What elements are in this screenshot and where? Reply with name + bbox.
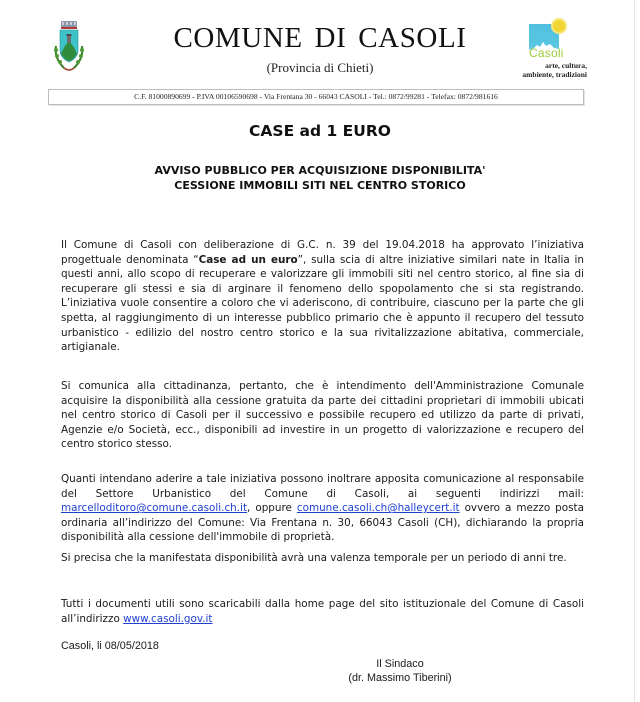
logo-tagline-line1: arte, cultura, — [545, 61, 587, 70]
email-link-marcelloditoro[interactable]: marcelloditoro@comune.casoli.ch.it — [61, 502, 248, 515]
document-title: CASE ad 1 EURO — [249, 122, 391, 140]
paragraph-text: Quanti intendano aderire a tale iniziativa possono inoltrare apposita comunicazione al responsabile del Settore Urbanistico del Comune di Casoli, ai seguenti indirizzi mail: — [61, 473, 584, 500]
signature-block — [330, 657, 470, 685]
logo-wordmark: Casoli — [529, 46, 564, 60]
municipality-title: COMUNE DI CASOLI — [173, 22, 467, 54]
initiative-name: Case ad un euro — [198, 253, 298, 266]
place-date: Casoli, li 08/05/2018 — [61, 640, 159, 652]
subtitle-line-1: AVVISO PUBBLICO PER ACQUISIZIONE DISPONIBILITA' — [154, 164, 486, 177]
province-subtitle: (Provincia di Chieti) — [266, 60, 374, 75]
paragraph-initiative — [61, 238, 584, 355]
signature-name: (dr. Massimo Tiberini) — [348, 672, 452, 684]
website-link[interactable]: www.casoli.gov.it — [123, 612, 213, 625]
paragraph-validity: Si precisa che la manifestata disponibilità avrà una valenza temporale per un periodo di anni tre. — [61, 552, 567, 564]
paragraph-communication: Si comunica alla cittadinanza, pertanto, che è intendimento dell'Amministrazione Comunale acquisire la disponibilità alla cessione gratuita da parte dei cittadini proprietari di immobili ubicati nel centro storico di Casoli per il successivo e possibile recupero ed utilizzo da parte di privati, Agenzie e/o Società, ecc., disponibili ad investire in un progetto di valorizzazione e recupero del centro storico stesso. — [61, 380, 584, 451]
email-link-halleycert[interactable]: comune.casoli.ch@halleycert.it — [296, 502, 460, 515]
paragraph-text: , oppure — [247, 502, 297, 515]
paragraph-text: ovvero a mezzo posta ordinaria all’indirizzo del Comune: Via Frentana n. 30, 66043 Casoli (CH), dichiarando la propria disponibilità alla cessione dell'immobile di proprietà. — [61, 502, 584, 544]
paragraph-text: Tutti i documenti utili sono scaricabili dalla home page del sito istituzionale del Comune di Casoli all’indirizzo — [61, 598, 584, 625]
page-edge-divider — [634, 0, 635, 702]
logo-tagline-line2: ambiente, tradizioni — [522, 70, 587, 79]
paragraph-text: Il Comune di Casoli con deliberazione di G.C. n. 39 del 19.04.2018 ha approvato l’iniziativa progettuale denominata “ — [61, 239, 584, 266]
contact-info-box: C.F. 81000890699 - P.IVA 00106590698 - Via Frentana 30 - 66043 CASOLI - Tel.: 0872/99281 - Telefax: 0872/981616 — [48, 89, 584, 105]
signature-role: Il Sindaco — [376, 658, 424, 670]
document-subtitle — [0, 163, 640, 193]
casoli-tourism-logo — [515, 20, 587, 78]
subtitle-line-2: CESSIONE IMMOBILI SITI NEL CENTRO STORICO — [174, 179, 466, 192]
sun-icon — [553, 20, 565, 32]
paragraph-text: ”, sulla scia di altre iniziative similari nate in Italia in questi anni, allo scopo di recuperare e valorizzare gli immobili siti nel centro storico, al fine sia di recuperare gli stessi e sia di arginare il fenomeno dello spopolamento che si sta registrando. L’iniziativa vuole consentire a coloro che vi aderiscono, di contribuire, ciascuno per la parte che gli spetta, al raggiungimento di un interesse pubblico primario che è appunto il recupero del tessuto urbanistico - edilizio del nostro centro storico e la sua rivitalizzazione abitativa, commerciale, artigianale. — [61, 253, 584, 354]
paragraph-documents — [61, 597, 584, 626]
paragraph-how-to-join — [61, 472, 584, 545]
